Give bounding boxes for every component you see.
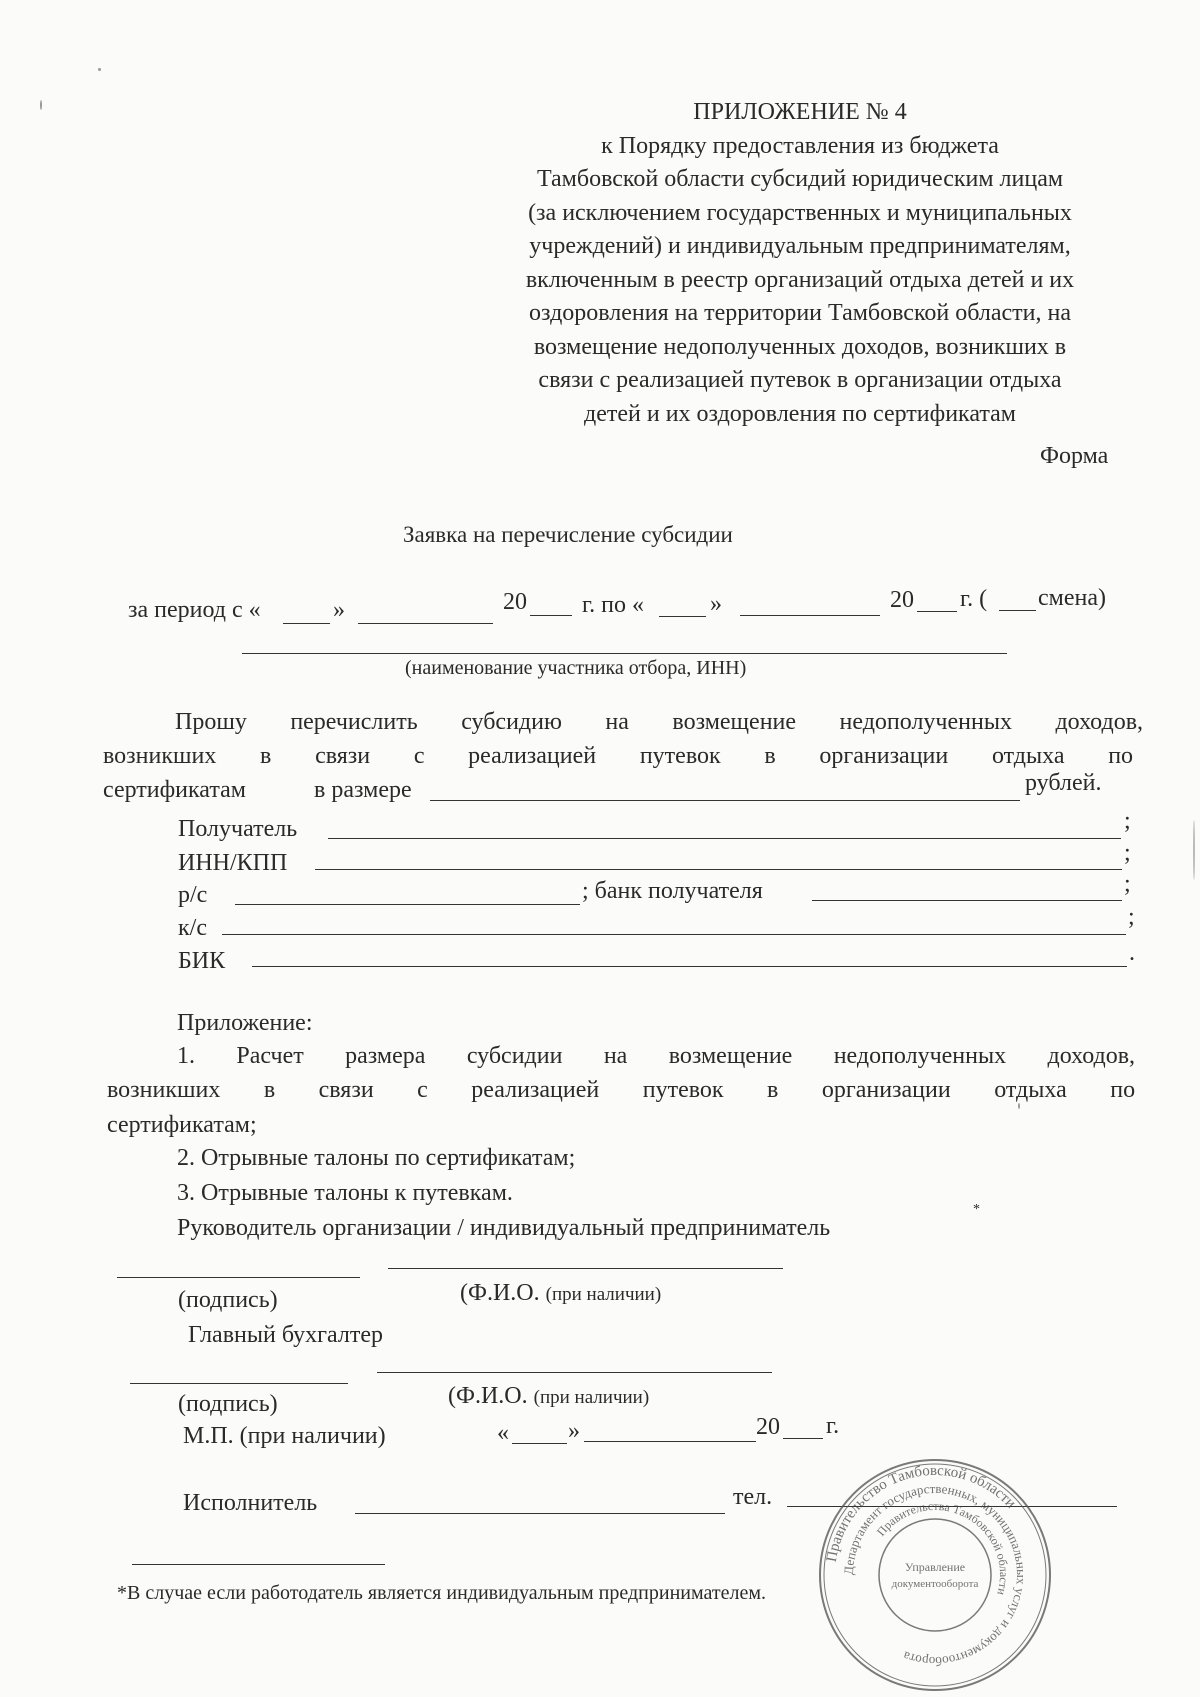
date-quote-open: « — [497, 1420, 509, 1446]
header-line: (за исключением государственных и муниципальных — [528, 199, 1072, 226]
bik-period: . — [1129, 940, 1135, 966]
header-line: оздоровления на территории Тамбовской области, на — [529, 300, 1071, 326]
seal-label: М.П. (при наличии) — [183, 1423, 386, 1449]
attachment-2: 2. Отрывные талоны по сертификатам; — [177, 1145, 576, 1171]
word: Прошу — [175, 709, 247, 735]
executor-field[interactable] — [355, 1513, 725, 1514]
appendix-title: ПРИЛОЖЕНИЕ № 4 — [693, 99, 907, 125]
period-quote-2: » — [710, 591, 722, 617]
request-line-3-start: сертификатам — [103, 777, 246, 803]
word: субсидии — [466, 1043, 563, 1069]
bank-semicolon: ; — [1124, 871, 1131, 897]
inn-kpp-field[interactable] — [315, 869, 1122, 870]
word: Расчет — [236, 1043, 304, 1069]
date-year-suffix: г. — [826, 1413, 840, 1439]
word: доходов, — [1047, 1043, 1136, 1069]
period-month-to-field[interactable] — [740, 615, 880, 616]
account-label: р/с — [178, 882, 208, 908]
fio-optional: (при наличии) — [533, 1387, 650, 1408]
header-line: Тамбовской области субсидий юридическим лицам — [536, 166, 1064, 192]
word: на — [603, 1043, 628, 1069]
scan-edge — [1193, 820, 1195, 880]
word: организации — [821, 1077, 951, 1103]
accountant-signature-caption: (подпись) — [178, 1391, 278, 1417]
period-shift-open: г. ( — [960, 586, 988, 612]
period-year-to-field[interactable] — [917, 611, 957, 612]
period-year-from: 20 — [503, 589, 527, 615]
corr-account-label: к/с — [178, 915, 207, 941]
header-line: возмещение недополученных доходов, возникших в — [533, 333, 1067, 360]
head-title: Руководитель организации / индивидуальный предприниматель — [177, 1215, 831, 1241]
bik-field[interactable] — [252, 966, 1127, 967]
word: возникших — [107, 1077, 221, 1103]
participant-caption: (наименование участника отбора, ИНН) — [405, 657, 747, 679]
period-month-from-field[interactable] — [358, 623, 493, 624]
word: с — [417, 1077, 428, 1103]
header-line: к Порядку предоставления из бюджета — [601, 132, 999, 159]
word: в — [764, 743, 776, 769]
phone-label: тел. — [733, 1484, 773, 1510]
request-currency: рублей. — [1025, 770, 1102, 796]
account-field[interactable] — [235, 904, 580, 905]
bik-label: БИК — [178, 948, 226, 974]
bank-label: ; банк получателя — [582, 878, 763, 904]
word: перечислить — [290, 709, 418, 735]
scan-speck — [40, 100, 42, 110]
header-line: учреждений) и индивидуальным предпринимателям, — [529, 233, 1071, 259]
stamp-inner-text: Правительства Тамбовской области — [873, 1498, 1012, 1597]
word: возникших — [103, 743, 217, 769]
recipient-field[interactable] — [328, 838, 1121, 839]
word: в — [263, 1077, 276, 1103]
period-prefix: за период с « — [128, 597, 261, 623]
executor-label: Исполнитель — [183, 1490, 318, 1516]
word: возмещение — [672, 709, 797, 735]
inn-kpp-label: ИНН/КПП — [178, 850, 288, 876]
word: возмещение — [668, 1043, 793, 1069]
period-shift-label: смена) — [1038, 585, 1106, 611]
corr-account-semicolon: ; — [1128, 904, 1135, 930]
appendix-header — [460, 96, 1140, 431]
date-quote-close: » — [568, 1418, 580, 1444]
word: по — [1108, 743, 1134, 769]
word: связи — [315, 743, 371, 769]
head-name-caption — [460, 1280, 661, 1307]
word: недополученных — [839, 709, 1012, 735]
attachment-3: 3. Отрывные талоны к путевкам. — [177, 1180, 513, 1206]
word: организации — [819, 743, 949, 769]
word: путевок — [639, 743, 721, 769]
word: в — [767, 1077, 779, 1103]
date-month-field[interactable] — [584, 1441, 756, 1442]
stamp-center-line-1: Управление — [904, 1560, 966, 1574]
document-title: Заявка на перечисление субсидии — [403, 522, 733, 547]
footnote-divider — [132, 1564, 385, 1565]
date-year: 20 — [756, 1414, 780, 1440]
fio-optional: (при наличии) — [545, 1284, 662, 1305]
word: с — [413, 743, 425, 769]
recipient-label: Получатель — [178, 816, 298, 842]
subsidy-amount-field[interactable] — [430, 800, 1020, 801]
accountant-signature-field[interactable] — [130, 1383, 348, 1384]
period-day-from-field[interactable] — [283, 623, 330, 624]
attachment-1-line-3: сертификатам; — [107, 1112, 257, 1138]
request-amount-label: в размере — [314, 777, 412, 803]
word: размера — [345, 1043, 426, 1069]
accountant-name-field[interactable] — [377, 1372, 772, 1373]
official-stamp — [815, 1455, 1055, 1695]
word: по — [1110, 1077, 1136, 1103]
accountant-title: Главный бухгалтер — [188, 1322, 383, 1348]
word: связи — [318, 1077, 374, 1103]
stamp-center-line-2: документооборота — [891, 1578, 979, 1590]
header-line: связи с реализацией путевок в организации отдыха — [538, 367, 1062, 393]
period-day-to-field[interactable] — [659, 616, 706, 617]
fio-label: (Ф.И.О. — [448, 1383, 528, 1409]
word: отдыха — [991, 743, 1065, 769]
word: недополученных — [833, 1043, 1007, 1069]
form-label: Форма — [1040, 443, 1109, 469]
request-line-2 — [103, 743, 1133, 770]
stamp-inner-circle — [879, 1519, 991, 1631]
word: на — [605, 709, 629, 735]
word: в — [260, 743, 272, 769]
stamp-middle-text: Департамент государственных, муниципальных услуг и документооборота — [840, 1480, 1030, 1670]
period-to-label: г. по « — [582, 592, 644, 618]
request-line-1 — [175, 709, 1143, 736]
period-year-from-field[interactable] — [530, 615, 572, 616]
head-asterisk: * — [973, 1202, 980, 1217]
word: 1. — [177, 1043, 195, 1069]
corr-account-field[interactable] — [222, 934, 1126, 935]
word: путевок — [642, 1077, 724, 1103]
period-year-to: 20 — [890, 587, 914, 613]
bank-field[interactable] — [812, 900, 1122, 901]
head-signature-field[interactable] — [117, 1277, 360, 1278]
word: реализацией — [471, 1077, 600, 1103]
date-year-field[interactable] — [783, 1438, 823, 1439]
participant-name-field[interactable] — [242, 653, 1007, 654]
fio-label: (Ф.И.О. — [460, 1280, 540, 1306]
period-quote: » — [333, 597, 345, 623]
attachment-1-line-1 — [177, 1043, 1135, 1070]
head-name-field[interactable] — [388, 1268, 783, 1269]
stamp-outer-text: Правительство Тамбовской области — [823, 1462, 1019, 1564]
word: доходов, — [1055, 709, 1144, 735]
head-signature-caption: (подпись) — [178, 1287, 278, 1313]
word: отдыха — [994, 1077, 1067, 1103]
header-line: включенным в реестр организаций отдыха детей и их — [525, 266, 1075, 293]
footnote: *В случае если работодатель является индивидуальным предпринимателем. — [117, 1582, 766, 1604]
inn-kpp-semicolon: ; — [1124, 840, 1131, 866]
date-day-field[interactable] — [512, 1443, 567, 1444]
accountant-name-caption — [448, 1383, 649, 1410]
recipient-semicolon: ; — [1124, 808, 1131, 834]
header-line: детей и их оздоровления по сертификатам — [584, 400, 1016, 427]
attachments-title: Приложение: — [177, 1010, 313, 1036]
word: субсидию — [461, 709, 562, 735]
word: реализацией — [468, 743, 597, 769]
scan-speck — [98, 68, 101, 71]
attachment-1-line-2 — [107, 1077, 1135, 1104]
shift-number-field[interactable] — [999, 610, 1036, 611]
